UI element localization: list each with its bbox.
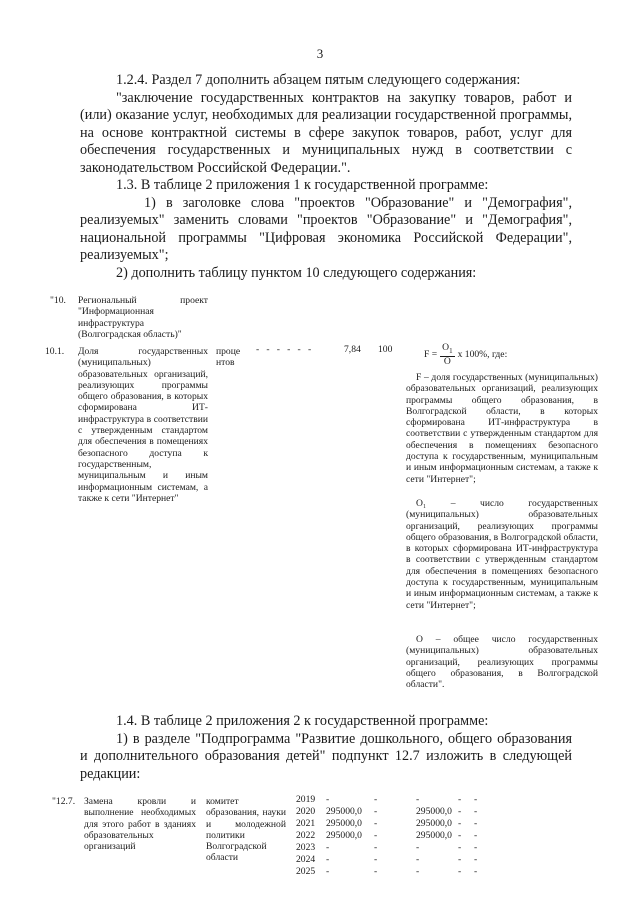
funding-cell: -: [326, 794, 330, 805]
funding-cell: -: [474, 842, 478, 853]
definition-o: O – общее число государственных (муниципальных) образовательных организаций, реализующих программы общего образования, в Волгоградской области".: [406, 634, 598, 691]
row-12-7-number: "12.7.: [52, 796, 76, 807]
funding-year: 2025: [296, 866, 316, 877]
section-1-2-4: [80, 72, 572, 177]
funding-cell: -: [474, 806, 478, 817]
formula-denominator: O: [443, 355, 451, 367]
funding-cell: -: [416, 842, 420, 853]
funding-cell: -: [458, 818, 462, 829]
funding-cell: -: [374, 842, 378, 853]
formula-rhs: x 100%, где:: [457, 349, 508, 361]
formula: [424, 343, 507, 367]
funding-cell: -: [374, 806, 378, 817]
funding-cell: -: [458, 806, 462, 817]
section-1-2-4-heading: 1.2.4. Раздел 7 дополнить абзацем пятым следующего содержания:: [116, 72, 521, 88]
row-10-1-unit: процентов: [216, 346, 241, 369]
funding-cell: -: [474, 866, 478, 877]
funding-cell: -: [416, 854, 420, 865]
row-10-1-text: Доля государственных (муниципальных) образовательных организаций, реализующих программы общего образования, в которых сформирована ИТ-инфраструктура в соответствии с утвержденным стандартом для обеспечения в помещениях безопасного доступа к государственным, муниципальным и иным информационным системам, а также к сети "Интернет": [78, 346, 208, 504]
section-1-3: [80, 177, 572, 282]
funding-cell: -: [458, 866, 462, 877]
funding-year: 2020: [296, 806, 316, 817]
section-1-3-item1: 1) в заголовке слова "проектов "Образование" и "Демография", реализуемых" заменить словами "проектов "Образование" и "Демография", национальной программы "Цифровая экономика Российской Федерации", реализуемых";: [80, 194, 572, 263]
funding-year: 2022: [296, 830, 316, 841]
section-1-4: [80, 713, 572, 783]
formula-lhs: F =: [424, 349, 438, 361]
definition-o1: O₁ – число государственных (муниципальных) образовательных организаций, реализующих программы общего образования, в Волгоградской области, в которых сформирована ИТ-инфраструктура в соответствии с утвержденным стандартом для обеспечения в помещениях безопасного доступа к государственным, муниципальным и иным информационным системам, а также к сети "Интернет";: [406, 498, 598, 611]
section-1-4-heading: 1.4. В таблице 2 приложения 2 к государственной программе:: [116, 713, 489, 729]
funding-cell: -: [458, 794, 462, 805]
section-1-3-item2: 2) дополнить таблицу пунктом 10 следующего содержания:: [116, 264, 477, 281]
funding-cell: 295000,0: [326, 830, 362, 841]
funding-cell: -: [458, 842, 462, 853]
funding-cell: -: [326, 854, 330, 865]
funding-year: 2019: [296, 794, 316, 805]
funding-year: 2021: [296, 818, 316, 829]
row-10-1-value2: 100: [378, 344, 393, 355]
funding-year: 2023: [296, 842, 316, 853]
funding-cell: -: [458, 830, 462, 841]
row-10-1-dashes: - - - - - -: [256, 344, 312, 355]
funding-cell: -: [326, 842, 330, 853]
funding-cell: 295000,0: [416, 818, 452, 829]
funding-cell: -: [374, 818, 378, 829]
funding-cell: -: [416, 794, 420, 805]
funding-cell: -: [326, 866, 330, 877]
funding-cell: -: [458, 854, 462, 865]
funding-cell: -: [474, 854, 478, 865]
funding-cell: 295000,0: [416, 830, 452, 841]
row-10-text: Региональный проект "Информационная инфраструктура (Волгоградская область)": [78, 295, 208, 340]
funding-cell: 295000,0: [416, 806, 452, 817]
row-10-1-value1: 7,84: [344, 344, 361, 355]
funding-year: 2024: [296, 854, 316, 865]
funding-cell: 295000,0: [326, 806, 362, 817]
funding-cell: -: [416, 866, 420, 877]
row-10-number: "10.: [50, 295, 66, 306]
funding-cell: -: [374, 866, 378, 877]
funding-cell: -: [474, 818, 478, 829]
section-1-2-4-quote: "заключение государственных контрактов на закупку товаров, работ и (или) оказание услуг, необходимых для реализации государственной программы, на основе контрактной системы в сфере закупок товаров, работ, услуг для обеспечения государственных и муниципальных нужд в соответствии с законодательством Российской Федерации.".: [80, 89, 572, 176]
row-12-7-name: Замена кровли и выполнение необходимых для этого работ в зданиях образовательных организаций: [84, 796, 196, 853]
funding-cell: -: [374, 794, 378, 805]
funding-cell: 295000,0: [326, 818, 362, 829]
funding-cell: -: [474, 794, 478, 805]
definition-f: F – доля государственных (муниципальных) образовательных организаций, реализующих программы общего образования, в Волгоградской области, в которых сформирована ИТ-инфраструктура в соответствии с утвержденным стандартом для обеспечения в помещениях безопасного доступа к государственным, муниципальным и иным информационным системам, а также к сети "Интернет";: [406, 372, 598, 485]
funding-cell: -: [374, 830, 378, 841]
formula-numerator: $O_1$: [442, 342, 453, 355]
row-10-1-number: 10.1.: [45, 346, 65, 357]
section-1-4-item1: 1) в разделе "Подпрограмма "Развитие дошкольного, общего образования и дополнительного образования детей" подпункт 12.7 изложить в следующей редакции:: [80, 730, 572, 782]
row-12-7-executor: комитет образования, науки и молодежной политики Волгоградской области: [206, 796, 286, 864]
formula-fraction: [440, 343, 454, 367]
page-number: 3: [316, 46, 324, 61]
funding-cell: -: [374, 854, 378, 865]
section-1-3-heading: 1.3. В таблице 2 приложения 1 к государственной программе:: [116, 177, 489, 193]
funding-cell: -: [474, 830, 478, 841]
